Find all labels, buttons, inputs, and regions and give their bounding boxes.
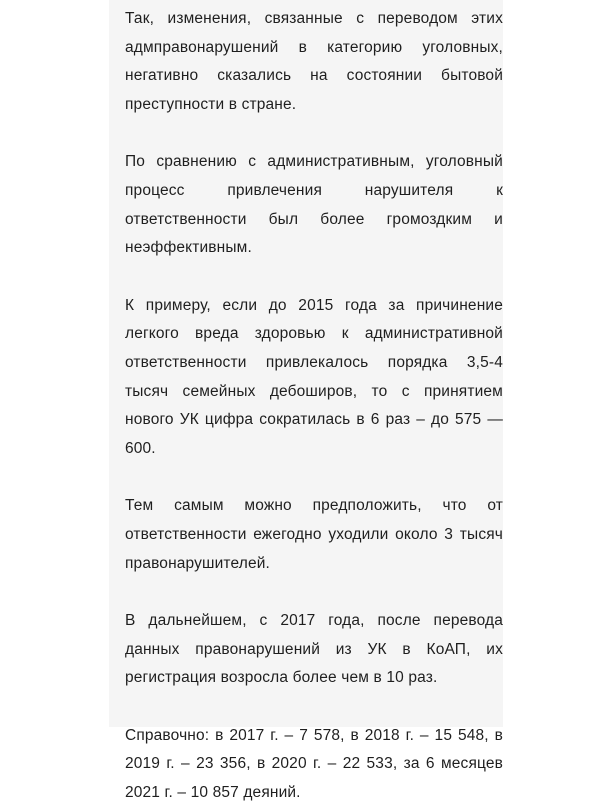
article-paragraph-3: К примеру, если до 2015 года за причинение легкого вреда здоровью к административной ответственности привлекалось порядка 3,5-4 тысяч семейных дебоширов, то с принятием нового УК цифра сократилась в 6 раз – до 575 — 600. (125, 296, 503, 457)
article-paragraph-4: Тем самым можно предположить, что от ответственности ежегодно уходили около 3 тысяч правонарушителей. (125, 497, 503, 572)
article-body (109, 0, 503, 802)
article-paragraph-2: По сравнению с административным, уголовный процесс привлечения нарушителя к ответственности был более громоздким и неэффективным. (125, 153, 503, 257)
article-paragraph-6: Справочно: в 2017 г. – 7 578, в 2018 г. – 15 548, в 2019 г. – 23 356, в 2020 г. – 22 533, за 6 месяцев 2021 г. – 10 857 деяний. (125, 726, 503, 802)
article-paragraph-1: Так, изменения, связанные с переводом этих адмправонарушений в категорию уголовных, негативно сказались на состоянии бытовой преступности в стране. (125, 10, 503, 113)
article-paragraph-5: В дальнейшем, с 2017 года, после перевода данных правонарушений из УК в КоАП, их регистрация возросла более чем в 10 раз. (125, 612, 503, 687)
